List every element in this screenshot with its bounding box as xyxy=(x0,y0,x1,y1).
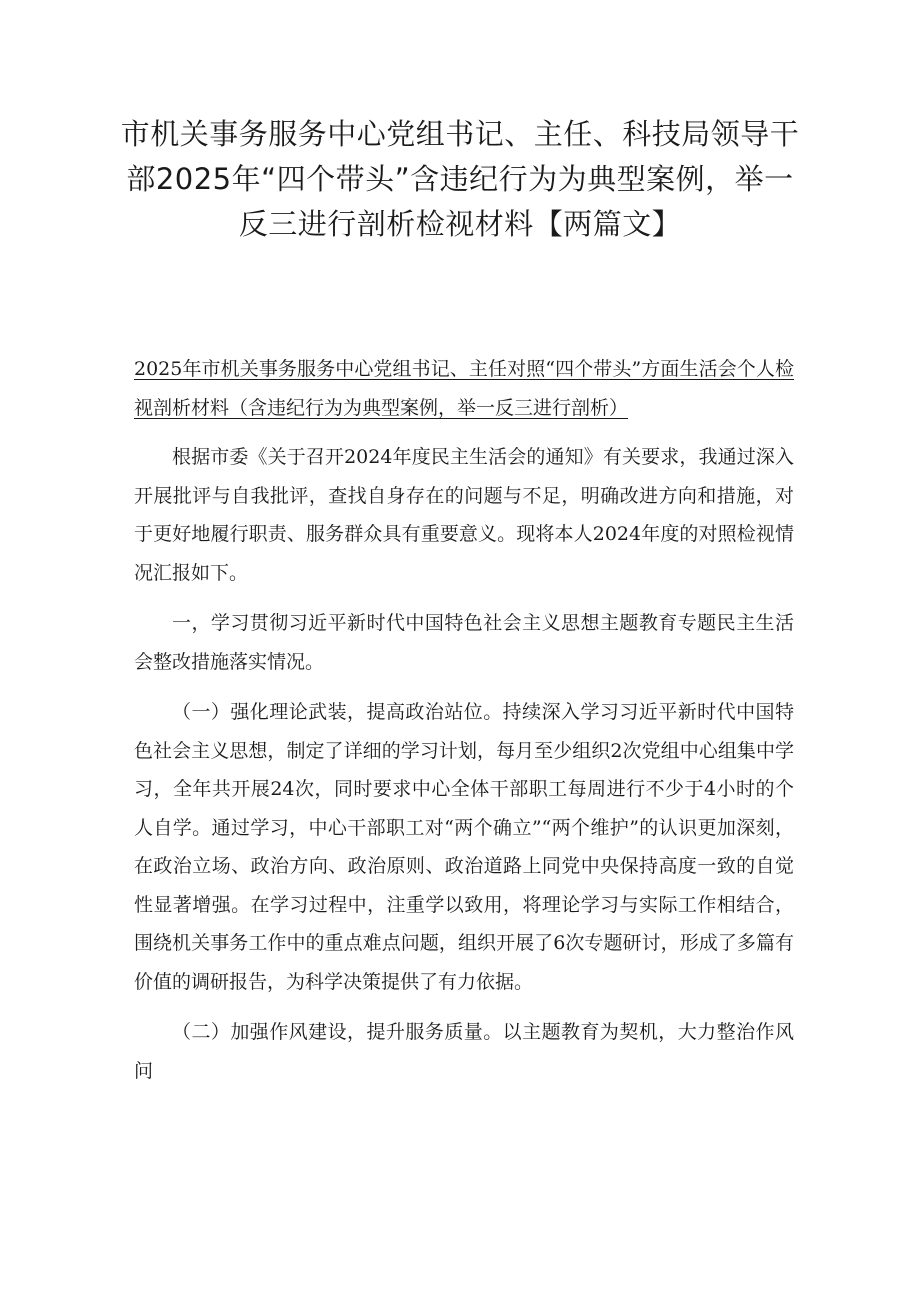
section-subtitle: 2025年市机关事务服务中心党组书记、主任对照“四个带头”方面生活会个人检视剖析材料（含违纪行为为典型案例，举一反三进行剖析） xyxy=(134,358,794,419)
document-title: 市机关事务服务中心党组书记、主任、科技局领导干部2025年“四个带头”含违纪行为为典型案例，举一反三进行剖析检视材料【两篇文】 xyxy=(120,117,800,241)
section-heading-one: 一，学习贯彻习近平新时代中国特色社会主义思想主题教育专题民主生活会整改措施落实情况。 xyxy=(134,612,794,673)
paragraph-theory-study: （一）强化理论武装，提高政治站位。持续深入学习习近平新时代中国特色社会主义思想，制定了详细的学习计划，每月至少组织2次党组中心组集中学习，全年共开展24次，同时要求中心全体干部职工每周进行不少于4小时的个人自学。通过学习，中心干部职工对“两个确立”“两个维护”的认识更加深刻，在政治立场、政治方向、政治原则、政治道路上同党中央保持高度一致的自觉性显著增强。在学习过程中，注重学以致用，将理论学习与实际工作相结合，围绕机关事务工作中的重点难点问题，组织开展了6次专题研讨，形成了多篇有价值的调研报告，为科学决策提供了有力依据。 xyxy=(134,701,794,993)
paragraph-work-style: （二）加强作风建设，提升服务质量。以主题教育为契机，大力整治作风问 xyxy=(134,1021,794,1082)
intro-paragraph: 根据市委《关于召开2024年度民主生活会的通知》有关要求，我通过深入开展批评与自我批评，查找自身存在的问题与不足，明确改进方向和措施，对于更好地履行职责、服务群众具有重要意义。现将本人2024年度的对照检视情况汇报如下。 xyxy=(134,446,794,584)
document-body xyxy=(134,350,794,1102)
